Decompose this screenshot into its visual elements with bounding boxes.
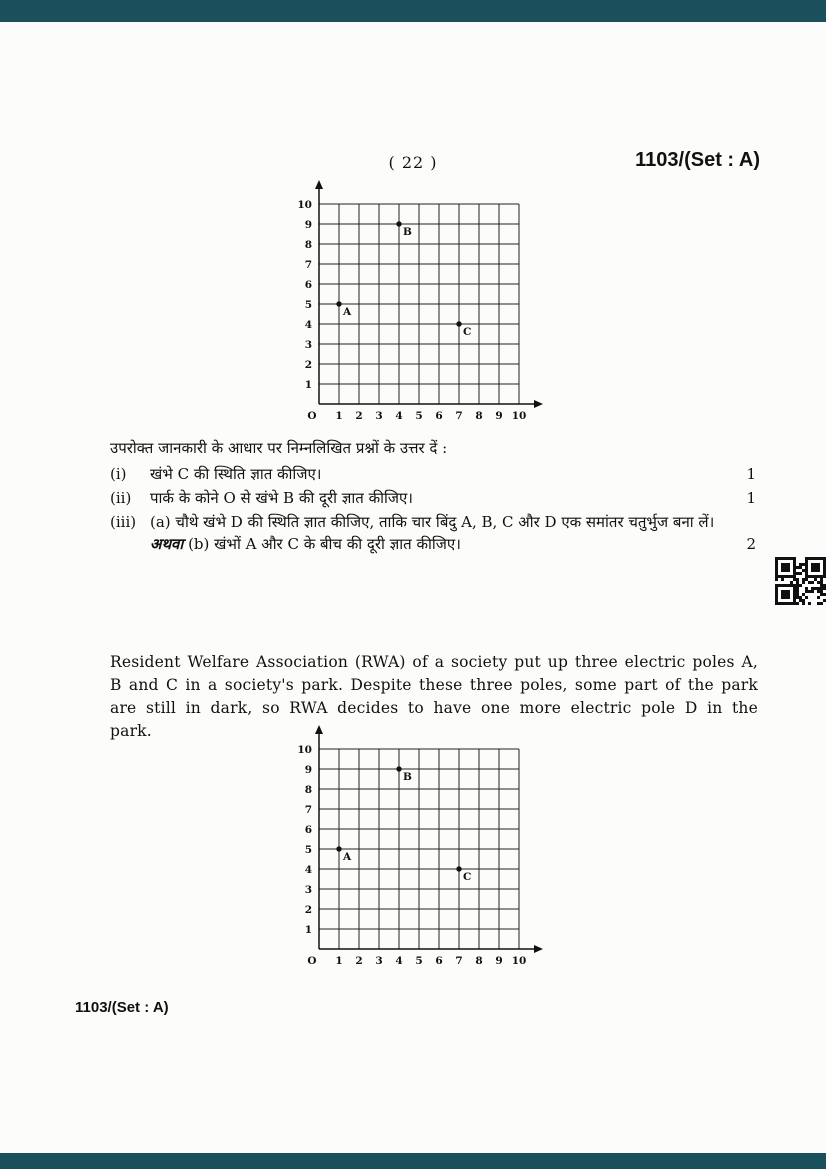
svg-text:A: A (343, 851, 352, 863)
svg-text:1: 1 (304, 379, 312, 391)
svg-text:C: C (463, 326, 472, 338)
question-intro: उपरोक्त जानकारी के आधार पर निम्नलिखित प्रश्नों के उत्तर दें : (110, 439, 448, 457)
svg-text:2: 2 (355, 955, 363, 967)
svg-text:4: 4 (395, 955, 403, 967)
svg-text:5: 5 (415, 955, 423, 967)
svg-text:8: 8 (475, 410, 483, 422)
svg-text:3: 3 (375, 955, 383, 967)
question-part-b: (b) खंभों A और C के बीच की दूरी ज्ञात कीजिए। (188, 535, 461, 553)
svg-text:3: 3 (304, 339, 312, 351)
question-marks: 2 (746, 535, 756, 553)
svg-text:6: 6 (435, 410, 443, 422)
svg-text:2: 2 (355, 410, 363, 422)
svg-text:6: 6 (304, 824, 312, 836)
question-text: पार्क के कोने O से खंभे B की दूरी ज्ञात कीजिए। (150, 489, 413, 507)
question-number: (i) (110, 465, 127, 483)
page-number: ( 22 ) (388, 153, 438, 172)
svg-text:10: 10 (297, 199, 312, 211)
svg-text:5: 5 (304, 299, 312, 311)
svg-text:7: 7 (455, 410, 463, 422)
svg-text:7: 7 (304, 804, 312, 816)
svg-text:3: 3 (375, 410, 383, 422)
svg-text:C: C (463, 871, 472, 883)
question-marks: 1 (746, 465, 756, 483)
svg-text:4: 4 (304, 319, 312, 331)
svg-text:4: 4 (304, 864, 312, 876)
footer-set-code: 1103/(Set : A) (75, 999, 169, 1016)
coordinate-grid-figure-2 (283, 723, 545, 977)
svg-text:10: 10 (511, 410, 527, 422)
svg-text:4: 4 (395, 410, 403, 422)
svg-text:6: 6 (304, 279, 312, 291)
svg-text:5: 5 (415, 410, 423, 422)
svg-text:8: 8 (304, 784, 312, 796)
bottom-border-bar (0, 1153, 826, 1169)
svg-text:B: B (403, 226, 412, 238)
svg-text:A: A (343, 306, 352, 318)
question-marks: 1 (746, 489, 756, 507)
coordinate-grid-figure-1 (283, 178, 545, 432)
svg-text:2: 2 (304, 904, 312, 916)
question-block (110, 437, 756, 557)
svg-text:1: 1 (335, 410, 343, 422)
svg-text:7: 7 (455, 955, 463, 967)
svg-text:1: 1 (304, 924, 312, 936)
question-part-a: (a) चौथे खंभे D की स्थिति ज्ञात कीजिए, ताकि चार बिंदु A, B, C और D एक समांतर चतुर्भुज बना लें। (150, 513, 715, 531)
svg-text:1: 1 (335, 955, 343, 967)
question-item-i (110, 463, 756, 485)
svg-text:3: 3 (304, 884, 312, 896)
svg-text:B: B (403, 771, 412, 783)
svg-text:10: 10 (511, 955, 527, 967)
svg-text:9: 9 (304, 764, 312, 776)
svg-text:O: O (307, 955, 317, 967)
svg-text:9: 9 (495, 955, 503, 967)
top-border-bar (0, 0, 826, 22)
english-paragraph: Resident Welfare Association (RWA) of a society put up three electric poles A, B and C in a society's park. Despite these three poles, some part of the park are still in dark, so RWA decides to have one more electric pole D in the park. (110, 653, 758, 740)
or-word: अथवा (150, 535, 184, 553)
question-number: (iii) (110, 513, 137, 531)
svg-text:6: 6 (435, 955, 443, 967)
svg-text:O: O (307, 410, 317, 422)
header-set-code: 1103/(Set : A) (635, 149, 760, 171)
svg-text:8: 8 (304, 239, 312, 251)
qr-code (775, 557, 826, 605)
svg-text:10: 10 (297, 744, 312, 756)
question-number: (ii) (110, 489, 132, 507)
question-text (150, 511, 738, 555)
svg-text:8: 8 (475, 955, 483, 967)
question-item-iii (110, 511, 756, 555)
question-text: खंभे C की स्थिति ज्ञात कीजिए। (150, 465, 322, 483)
svg-text:5: 5 (304, 844, 312, 856)
svg-text:2: 2 (304, 359, 312, 371)
question-item-ii (110, 487, 756, 509)
svg-text:7: 7 (304, 259, 312, 271)
svg-text:9: 9 (304, 219, 312, 231)
svg-text:9: 9 (495, 410, 503, 422)
